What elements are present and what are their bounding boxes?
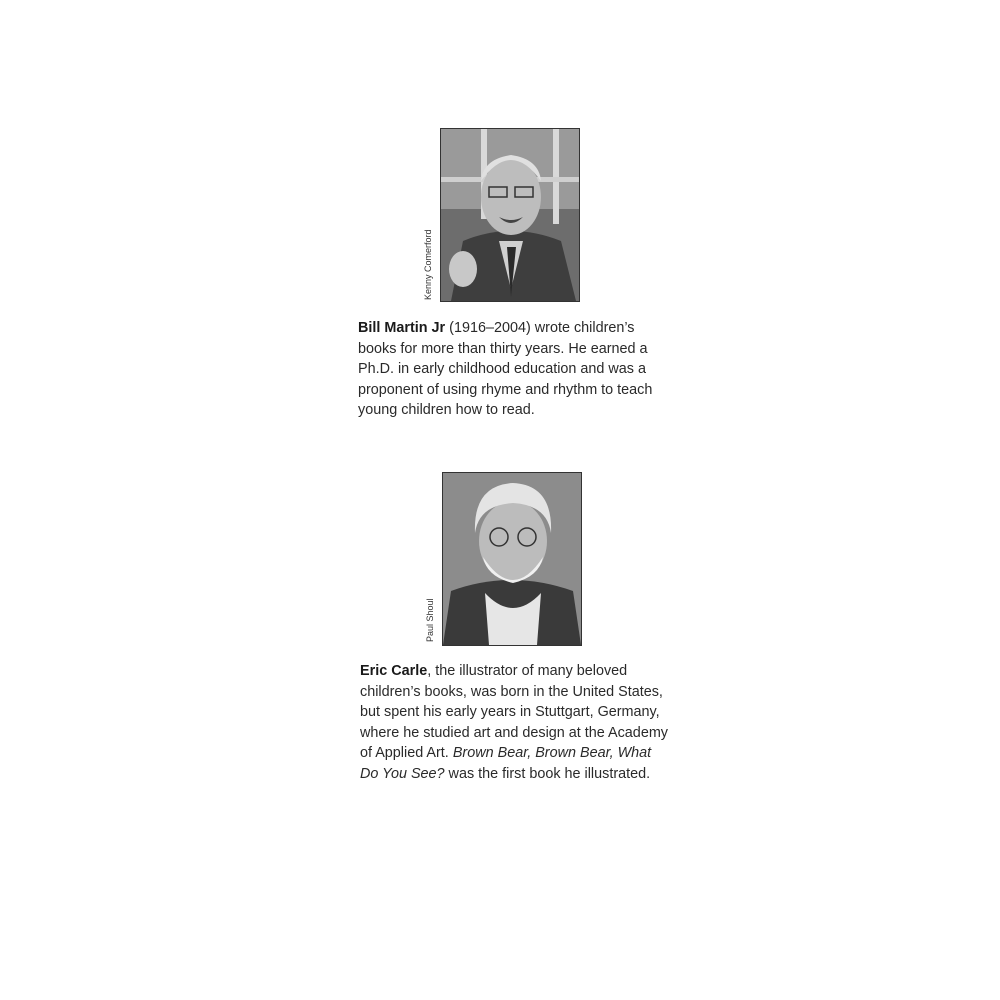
bio-paragraph (358, 318, 668, 421)
illustrator-name: Eric Carle (360, 663, 428, 679)
bio-text-end: was the first book he illustrated. (444, 765, 651, 782)
author-photo-eric-carle (442, 472, 582, 646)
bio-text: (1916–2004) wrote children’s books for more than thirty years. He earned a Ph.D. in early childhood education and was a proponent of using rhyme and rhythm to teach young children how to read. (358, 320, 653, 418)
photo-credit: Kenny Comerford (423, 229, 433, 300)
book-title: Brown Bear, Brown Bear, What Do You See? (360, 745, 652, 782)
bio-paragraph (360, 661, 670, 784)
photo-credit: Paul Shoul (425, 598, 435, 642)
author-name: Bill Martin Jr (358, 320, 446, 336)
author-photo-bill-martin (440, 128, 580, 302)
bio-text: , the illustrator of many beloved children’s books, was born in the United States, but spent his early years in Stuttgart, Germany, where he studied art and design at the Academy of Applied Art. (360, 663, 668, 761)
